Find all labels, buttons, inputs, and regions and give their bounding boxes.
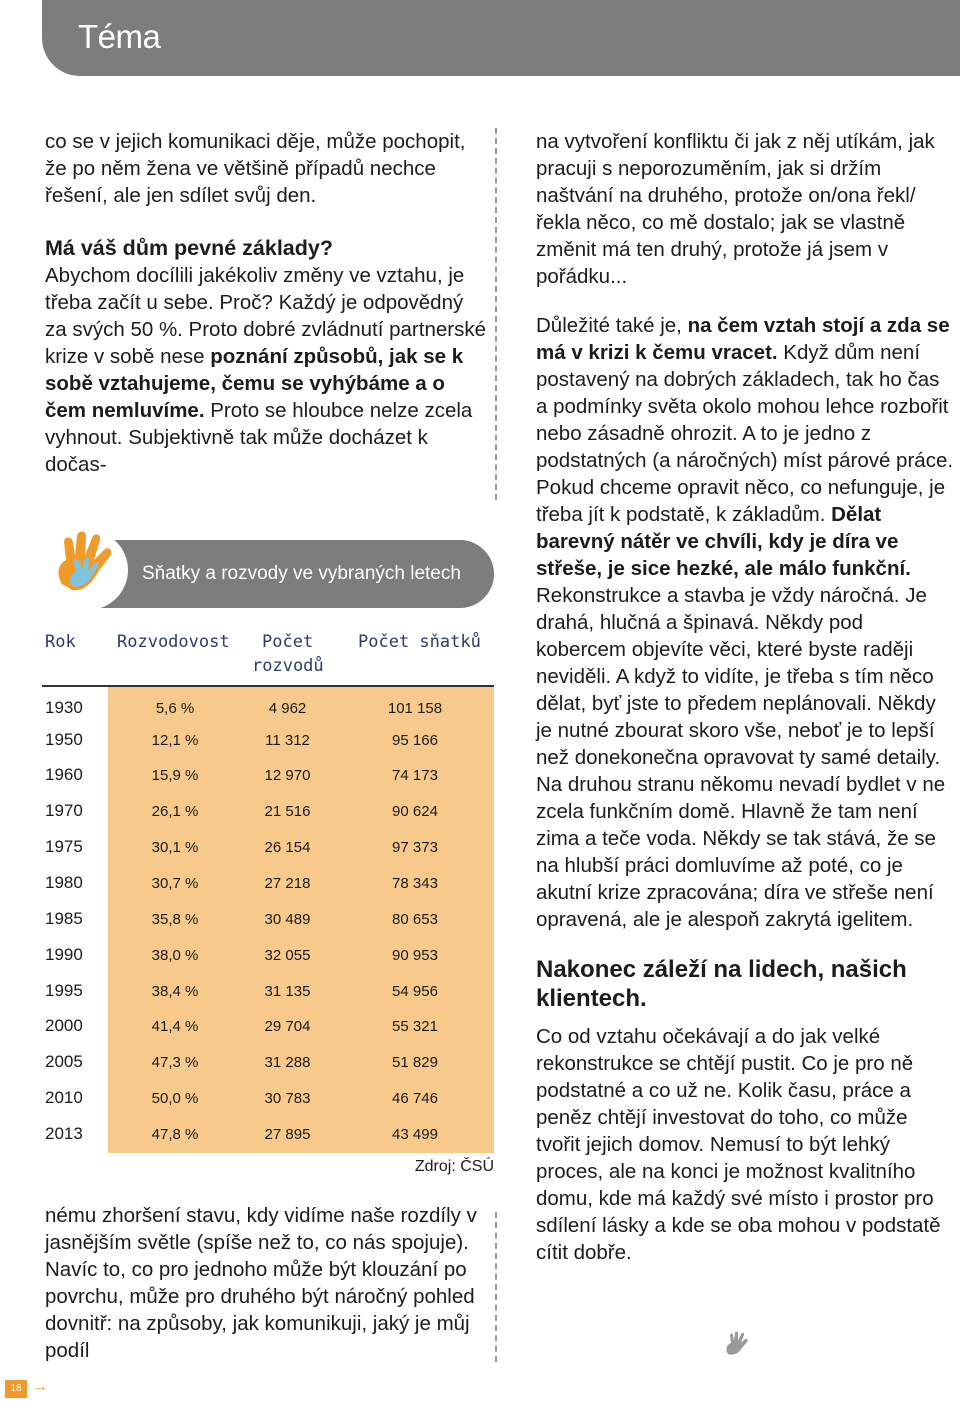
table-cell-divorces: 21 516: [264, 803, 311, 820]
right-column: [536, 128, 956, 1266]
table-cell-marriages: 95 166: [392, 732, 438, 749]
paragraph: nému zhoršení stavu, kdy vidíme naše rozdíly v jasnějším světle (spíše než to, co nás spojuje). Navíc to, co pro jednoho může být klouzání po povrchu, může pro druhého být náročný pohled dovnitř: na způsoby, jak komunikuji, jaký je můj podíl: [45, 1204, 477, 1362]
paragraph: [45, 262, 490, 478]
table-cell-divorces: 30 783: [264, 1090, 311, 1107]
table-cell-divorces: 31 135: [264, 983, 311, 1000]
table-cell-marriages: 54 956: [392, 983, 438, 1000]
table-cell-year: 1995: [45, 981, 83, 1000]
paragraph: [536, 312, 956, 933]
table-cell-year: 2005: [45, 1052, 83, 1071]
text-run: Důležité také je,: [536, 314, 688, 337]
left-column-top: [45, 128, 490, 478]
text-run: Proto se hloubce nelze zcela vyhnout. Subjektivně tak může docházet k dočas-: [45, 399, 473, 476]
table-cell-marriages: 46 746: [392, 1090, 438, 1107]
left-column-bottom: [45, 1202, 490, 1364]
table-cell-marriages: 55 321: [392, 1018, 438, 1035]
table-cell-divorce-rate: 47,8 %: [151, 1126, 199, 1143]
bold-text: poznání způsobů, jak se k sobě vztahujeme, čemu se vyhýbáme a o čem nemluvíme.: [45, 345, 464, 422]
table-cell-divorce-rate: 26,1 %: [151, 803, 199, 820]
table-cell-divorce-rate: 35,8 %: [151, 911, 199, 928]
table-cell-year: 2010: [45, 1088, 83, 1107]
page-number: 18: [5, 1380, 27, 1398]
table-cell-year: 1950: [45, 730, 83, 749]
table-cell-marriages: 51 829: [392, 1054, 438, 1071]
table-cell-divorces: 26 154: [264, 839, 311, 856]
table-cell-marriages: 90 624: [392, 803, 438, 820]
table-cell-year: 1990: [45, 945, 83, 964]
paragraph: Co od vztahu očekávají a do jak velké rekonstrukce se chtějí pustit. Co je pro ně podstatné a co už ne. Kolik času, práce a peněz chtějí investovat do toho, co může tvořit jejich domov. Nemusí to být lehký proces, ale na konci je možnost kvalitního domu, kde má každý své místo i prostor pro sdílení lásky a kde se oba mohou v podstatě cítit dobře.: [536, 1025, 941, 1264]
table-cell-divorce-rate: 38,0 %: [151, 947, 199, 964]
table-cell-divorce-rate: 12,1 %: [151, 732, 199, 749]
table-cell-divorces: 27 895: [264, 1126, 311, 1143]
table-title-bar: [80, 540, 494, 608]
table-cell-divorces: 30 489: [264, 911, 311, 928]
column-divider: [495, 128, 497, 500]
table-cell-year: 2000: [45, 1016, 83, 1035]
table-cell-divorce-rate: 41,4 %: [151, 1018, 199, 1035]
table-cell-marriages: 78 343: [392, 875, 438, 892]
table-cell-marriages: 74 173: [392, 767, 438, 784]
table-cell-year: 1970: [45, 801, 83, 820]
table-cell-marriages: 43 499: [392, 1126, 438, 1143]
table-cell-marriages: 97 373: [392, 839, 438, 856]
column-header-divorces: Počet: [262, 632, 314, 652]
table-cell-marriages: 80 653: [392, 911, 438, 928]
column-header-divorces-line2: rozvodů: [252, 656, 324, 676]
table-cell-divorces: 32 055: [264, 947, 311, 964]
table-cell-year: 1930: [45, 698, 83, 717]
table-title: Sňatky a rozvody ve vybraných letech: [142, 563, 461, 584]
column-header-year: Rok: [45, 632, 76, 652]
table-cell-year: 2013: [45, 1124, 83, 1143]
table-source: Zdroj: ČSÚ: [414, 1158, 494, 1175]
text-run: Rekonstrukce a stavba je vždy náročná. Je drahá, hlučná a špinavá. Někdy pod kobercem objevíte věci, které byste raději neviděli. A když to vidíte, je třeba s tím něco dělat, byť jste to předem neplánovali. Někdy je nutné zbourat skoro vše, neboť je to lepší než donekonečna opravovat ty samé detaily. Na druhou stranu někomu nevadí bydlet v ne zcela funkčním domě. Hlavně že tam není zima a teče voda. Někdy se tak stává, že se na hlubší práci domluvíme až poté, co je akutní krize zpracována; díra ve střeše není opravená, ale je alespoň zakrytá igelitem.: [536, 584, 946, 931]
hand-logo-icon: [42, 524, 128, 610]
column-header-marriages: Počet sňatků: [358, 632, 481, 652]
table-cell-divorces: 29 704: [264, 1018, 311, 1035]
table-cell-divorce-rate: 5,6 %: [155, 700, 195, 717]
bold-text: na čem vztah stojí a zda se má v krizi k čemu vracet.: [536, 314, 950, 364]
table-cell-divorce-rate: 30,1 %: [151, 839, 199, 856]
table-cell-year: 1980: [45, 873, 83, 892]
paragraph: co se v jejich komunikaci děje, může pochopit, že po něm žena ve většině případů nechce řešení, ale jen sdílet svůj den.: [45, 130, 466, 207]
table-cell-divorce-rate: 50,0 %: [151, 1090, 199, 1107]
table-cell-divorces: 12 970: [264, 767, 311, 784]
text-run: Když dům není postavený na dobrých základech, tak ho čas a podmínky světa okolo mohou lehce rozbořit nebo zásadně ohrozit. A to je jedno z podstatných (a náročných) míst párové práce. Pokud chceme opravit něco, co nefunguje, je třeba jít k podstatě, k základům.: [536, 341, 954, 526]
table-cell-year: 1985: [45, 909, 83, 928]
hand-end-icon: [722, 1330, 752, 1360]
table-cell-marriages: 101 158: [387, 700, 443, 717]
text-run: Abychom docílili jakékoliv změny ve vztahu, je třeba začít u sebe. Proč? Každý je odpovědný za svých 50 %. Proto dobré zvládnutí partnerské krize v sobě nese: [45, 264, 486, 368]
bold-text: Dělat barevný nátěr ve chvíli, kdy je díra ve střeše, je sice hezké, ale málo funkční.: [536, 503, 911, 580]
header-band: [42, 0, 960, 76]
table-cell-year: 1975: [45, 837, 83, 856]
column-header-divorce-rate: Rozvodovost: [117, 632, 230, 652]
table-cell-year: 1960: [45, 765, 83, 784]
section-heading: Má váš dům pevné základy?: [45, 236, 333, 260]
table-cell-divorce-rate: 47,3 %: [151, 1054, 199, 1071]
table-cell-marriages: 90 953: [392, 947, 438, 964]
table-cell-divorce-rate: 15,9 %: [151, 767, 199, 784]
table-cell-divorce-rate: 30,7 %: [151, 875, 199, 892]
column-divider: [495, 1212, 497, 1362]
table-cell-divorces: 11 312: [265, 732, 310, 749]
table-cell-divorces: 31 288: [264, 1054, 311, 1071]
section-heading: Nakonec záleží na lidech, našich klientech.: [536, 956, 907, 1012]
table-cell-divorce-rate: 38,4 %: [151, 983, 199, 1000]
table-cell-divorces: 27 218: [264, 875, 311, 892]
paragraph: na vytvoření konfliktu či jak z něj utíkám, jak pracuji s neporozuměním, jak si držím naštvání na druhého, protože on/ona řekl/řekla něco, co mě dostalo; jak se vlastně změnit má ten druhý, protože já jsem v pořádku...: [536, 130, 935, 288]
page-title: Téma: [78, 18, 161, 55]
table-cell-divorces: 4 962: [268, 700, 307, 717]
arrow-right-icon: →: [32, 1378, 48, 1395]
